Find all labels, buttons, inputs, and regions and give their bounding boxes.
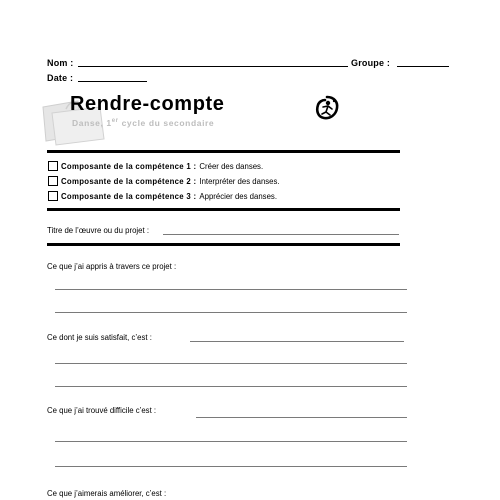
competence-2-label: Composante de la compétence 2: [61, 176, 192, 186]
competence-3-checkbox[interactable]: [48, 191, 58, 201]
competence-1-colon: :: [191, 161, 197, 171]
nom-field[interactable]: [78, 66, 348, 67]
question-3-label: Ce que j’ai trouvé difficile c’est :: [47, 406, 157, 415]
subtitle-sup: er: [111, 118, 119, 125]
competence-2-checkbox[interactable]: [48, 176, 58, 186]
competence-row-2[interactable]: [48, 176, 280, 186]
competence-row-1[interactable]: [48, 161, 263, 171]
question-2-answer-line[interactable]: [55, 363, 407, 364]
groupe-label: Groupe :: [351, 58, 391, 68]
date-label: Date :: [47, 73, 74, 83]
top-divider: [47, 150, 400, 153]
date-field[interactable]: [78, 81, 147, 82]
dancer-logo-icon: [314, 95, 340, 121]
question-1-answer-line[interactable]: [55, 289, 407, 290]
subtitle-part-1: Danse, 1: [72, 118, 112, 128]
competence-3-label: Composante de la compétence 3: [61, 191, 192, 201]
page-title: Rendre-compte: [70, 93, 225, 115]
middle-divider: [47, 208, 400, 211]
nom-label: Nom :: [47, 58, 74, 68]
competence-1-checkbox[interactable]: [48, 161, 58, 171]
question-2-answer-line[interactable]: [55, 386, 407, 387]
competence-1-desc: Créer des danses.: [199, 161, 264, 171]
titre-oeuvre-label: Titre de l’œuvre ou du projet :: [47, 226, 149, 235]
question-3-answer-line[interactable]: [196, 417, 407, 418]
question-1-label: Ce que j’ai appris à travers ce projet :: [47, 262, 177, 271]
competence-1-label: Composante de la compétence 1: [61, 161, 192, 171]
competence-row-3[interactable]: [48, 191, 277, 201]
question-1-answer-line[interactable]: [55, 312, 407, 313]
competence-2-desc: Interpréter des danses.: [199, 176, 280, 186]
question-3-answer-line[interactable]: [55, 441, 407, 442]
competence-3-desc: Apprécier des danses.: [199, 191, 277, 201]
bottom-divider: [47, 243, 400, 246]
titre-oeuvre-field[interactable]: [163, 234, 399, 235]
question-3-answer-line[interactable]: [55, 466, 407, 467]
competence-2-colon: :: [191, 176, 197, 186]
subtitle-part-2: cycle du secondaire: [118, 118, 215, 128]
groupe-field[interactable]: [397, 66, 449, 67]
question-4-label: Ce que j’aimerais améliorer, c’est :: [47, 489, 167, 498]
competence-3-colon: :: [191, 191, 197, 201]
question-2-answer-line[interactable]: [190, 341, 404, 342]
question-2-label: Ce dont je suis satisfait, c’est :: [47, 333, 152, 342]
page-subtitle: [72, 118, 214, 128]
